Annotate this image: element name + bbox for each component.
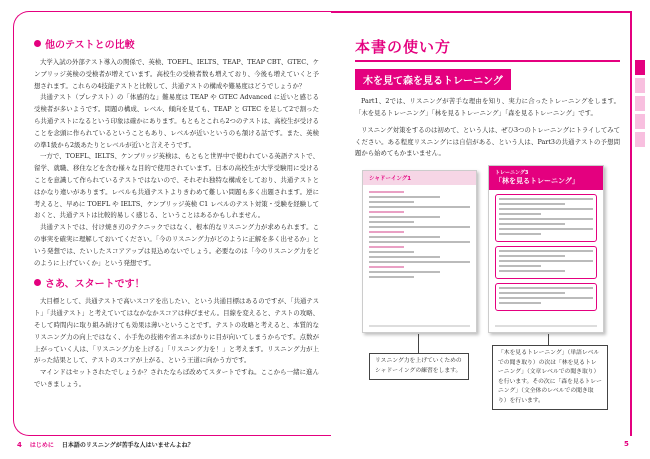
bullet-dot-icon — [34, 279, 41, 286]
body-paragraph: リスニング対策をするのは初めて、という人は、ぜひ3つのトレーニングにトライしてみてください。ある程度リスニングには自信がある、という人は、Part3の共通テストの予想問題から始めてもかまいません。 — [355, 126, 620, 157]
left-footer — [17, 440, 194, 449]
thumbnail-boxed-dialogue — [495, 283, 597, 311]
title-underline — [355, 60, 620, 62]
chapter-tab — [635, 132, 645, 147]
sample-page-thumbnail-forest-training — [488, 165, 604, 333]
left-page-content — [34, 36, 319, 391]
page-number: 4 — [17, 440, 22, 449]
thumbnail-header-small: トレーニング3 — [495, 170, 529, 176]
chapter-title: 日本語のリスニングが苦手な人はいませんよね？ — [61, 442, 194, 449]
chapter-tab — [635, 96, 645, 111]
page-title: 本書の使い方 — [355, 38, 452, 56]
body-paragraph: 一方で、TOEFL、IELTS、ケンブリッジ英検は、もともと世界中で使われている英語テストで、留学、就職、移住などを含む様々な目的で使用されています。日本の高校生が大学受験用に受けることを意識して作られているテストではないので、それぞれ独特な構成をしており、共通テストとはかなり違いがあります。レベルも共通テストよりきわめて難しい問題も多く出題されます。逆に考えると、早めに TOEFL や IELTS、ケンブリッジ英検 C1 レベルのテスト対策・受験を経験しておくと、共通テストは比較的易しく感じる、ということはあるかもしれません。 — [34, 152, 319, 220]
body-paragraph: 大目標として、共通テストで高いスコアを出したい、という共通目標はあるのですが、「共通テスト」「共通テスト」と考えていてはなかなかスコアは伸びません。目線を変えると、テストの攻略、そして時間内に取り組み続けても効果は薄いということです。テストの攻略と考えると、本質的なリスニング力の向上ではなく、小手先の技術や省エネばかりに目が向いてしまうからです。点数が上がっていく人は、「リスニング力を上げる」「リスニング力を！」と考えます。リスニング力が上がった結果として、テストのスコアが上がる、という王道に向かう方です。 — [34, 297, 319, 365]
thumbnail-header — [489, 166, 603, 190]
chapter-label: はじめに — [29, 442, 54, 449]
section-heading-text: 他のテストとの比較 — [45, 40, 135, 51]
right-page-frame-top — [331, 11, 631, 13]
thumbnail-text-lines — [363, 185, 476, 278]
right-page-content — [355, 36, 620, 160]
body-paragraph: マインドはセットされたでしょうか？されたならば改めてスタートですね。ここから一緒に進んでいきましょう。 — [34, 368, 319, 388]
thumbnail-boxed-dialogue — [495, 246, 597, 279]
chapter-index-tabs — [635, 60, 645, 150]
body-paragraph: 共通テストでは、付け焼き刃のテクニックではなく、根本的なリスニング力が求められます。この事実を確実に理解しておいてください。「今のリスニング力がどのように正解を多く出せるか」という発想では、たいしたスコアアップは見込めないでしょう。必要なのは「今のリスニング力をどのように上げていくか」という発想です。 — [34, 223, 319, 267]
section-heading-text: さあ、スタートです！ — [45, 279, 145, 291]
thumbnail-header-big: 「林を見るトレーニング」 — [495, 177, 579, 185]
body-paragraph: 大学入試の外部テスト導入の関係で、英検、TOEFL、IELTS、TEAP、TEAP CBT、GTEC、ケンブリッジ英検の受検者が増えています。高校生の受検者数も増えており、今後も増えていくと予想されます。これらの4技能テストと比較して、共通テストの構成や難易度はどうでしょうか？ — [34, 58, 319, 90]
sample-page-thumbnail-shadowing — [362, 170, 477, 333]
body-paragraph: Part1、2では、リスニングが苦手な理由を知り、実力に合ったトレーニングをします。「木を見るトレーニング」「林を見るトレーニング」「森を見るトレーニング」です。 — [355, 97, 620, 117]
section-heading — [34, 275, 319, 290]
bullet-dot-icon — [34, 40, 41, 47]
thumbnail-header: シャドーイング1 — [363, 171, 476, 185]
page-number: 5 — [624, 440, 629, 448]
callout-pointer — [548, 334, 549, 345]
section-heading — [34, 36, 319, 51]
chapter-tab — [635, 78, 645, 93]
callout-pointer — [418, 334, 419, 353]
callout-note: 「木を見るトレーニング」（単語レベルでの聞き取り）の次は「林を見るトレーニング」（文章レベルでの聞き取り）を行います。その次に「森を見るトレーニング」（文全体のレベルでの聞き取り）を行います。 — [492, 345, 608, 410]
thumbnail-boxed-dialogue — [495, 194, 597, 242]
body-paragraph: 共通テスト（プレテスト）の「体感的な」難易度は TEAP や GTEC Advanced に近いと感じる受検者が多いようです。問題の構成、レベル、傾向を見ても、TEAP と GTEC を足して2で割ったら共通テストになるという印象は確かにあります。もともとこれら2つのテストは、高校生が受けることを念頭に作られているということもあり、レベルが近いというのも頷ける話です。また、英検の準1級から2級あたりとレベルが近いと言えそうです。 — [34, 93, 319, 149]
chapter-tab — [635, 60, 645, 75]
chapter-tab — [635, 114, 645, 129]
callout-note: リスニング力を上げていくためのシャドーイングの練習をします。 — [369, 353, 469, 380]
right-page-frame-edge — [630, 11, 632, 436]
section-badge: 木を見て森を見るトレーニング — [355, 69, 511, 90]
